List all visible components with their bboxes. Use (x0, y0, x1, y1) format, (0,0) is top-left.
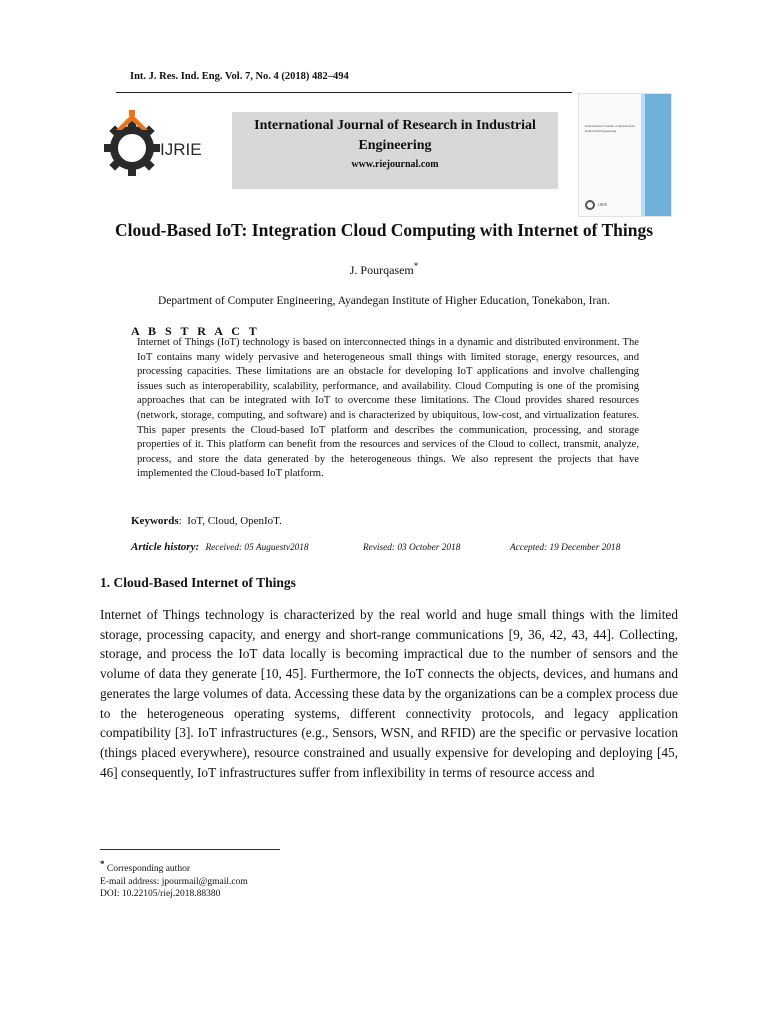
history-label: Article history: (131, 541, 200, 553)
footnote-mark: * (100, 859, 105, 869)
author-line (0, 261, 768, 278)
received-date: Received: 05 Auguestv2018 (205, 543, 309, 553)
abstract-text: Internet of Things (IoT) technology is based on interconnected things in a dynamic and distributed environment. The IoT contains many widely pervasive and heterogeneous small things with limited storage, energy resources, and processing capacities. These limitations are an obstacle for developing IoT applications and involve challenging issues such as interoperability, scalability, performance, and availability. Cloud Computing is one of the promising approaches that can be integrated with IoT to overcome these limitations. The Cloud provides shared resources (network, storage, computing, and software) and is characterized by ubiquitous, low-cost, and virtualization features. This paper presents the Cloud-based IoT platform and describes the communication, processing, and storage properties of it. This platform can benefit from the resources and services of the Cloud to collect, transmit, analyze, process, and store the data generated by the heterogeneous things. We also represent the projects that have implemented the Cloud-based IoT platform. (137, 337, 639, 480)
keywords-label: Keywords (131, 515, 179, 527)
revised-date: Revised: 03 October 2018 (363, 543, 461, 553)
section-heading: 1. Cloud-Based Internet of Things (100, 575, 296, 590)
footnote-email: E-mail address: jpourmail@gmail.com (100, 876, 248, 887)
footnote-rule (100, 849, 280, 850)
journal-logo (104, 108, 214, 178)
abstract-heading: A B S T R A C T (131, 324, 260, 338)
author-mark: * (413, 261, 419, 271)
cover-band (645, 94, 671, 216)
gear-logo-icon (104, 108, 214, 178)
cover-logo-icon (585, 200, 595, 210)
affiliation: Department of Computer Engineering, Ayandegan Institute of Higher Education, Tonekabon, Iran. (157, 295, 611, 307)
journal-citation: Int. J. Res. Ind. Eng. Vol. 7, No. 4 (2018) 482–494 (130, 71, 349, 82)
body-paragraph: Internet of Things technology is characterized by the real world and huge small things with the limited storage, processing capacity, and energy and short-range communications [9, 36, 42, 43, 44]. Collecting, storage, and process the IoT data locally is becoming impractical due to the number of sensors and the volume of data they generate [10, 45]. Furthermore, the IoT connects the objects, devices, and humans and generates the large volumes of data. Accessing these data by the organizations can be a complex process due to the heterogeneous operating systems, different connectivity protocols, and legacy application compatibility [3]. IoT infrastructures (e.g., Sensors, WSN, and RFID) are the specific or pervasive location (things placed everywhere), resource constrained and usually expensive for developing and deploying [45, 46] consequently, IoT infrastructures suffer from inflexibility in terms of resource access and (100, 607, 678, 780)
article-history (131, 541, 651, 553)
journal-cover-thumbnail (578, 93, 672, 217)
paper-title: Cloud-Based IoT: Integration Cloud Computing with Internet of Things (114, 220, 654, 240)
corresponding-label: Corresponding author (106, 864, 190, 875)
author-name: J. Pourqasem (349, 263, 414, 277)
logo-text: IJRIE (160, 140, 202, 159)
keywords-line: Keywords: IoT, Cloud, OpenIoT. (131, 515, 282, 527)
header-rule (116, 92, 572, 93)
footnote-corresponding (100, 858, 248, 876)
journal-name-box (232, 112, 558, 189)
journal-url: www.riejournal.com (351, 159, 439, 170)
accepted-date: Accepted: 19 December 2018 (510, 543, 621, 553)
footnotes (100, 858, 248, 901)
footnote-doi: DOI: 10.22105/riej.2018.88380 (100, 889, 221, 900)
cover-title: International Journal of Research in Industrial Engineering (585, 124, 636, 133)
cover-logo-text: IJRIE (598, 202, 608, 207)
keywords-value: IoT, Cloud, OpenIoT. (187, 515, 282, 527)
journal-name: International Journal of Research in Industrial Engineering (254, 118, 536, 153)
